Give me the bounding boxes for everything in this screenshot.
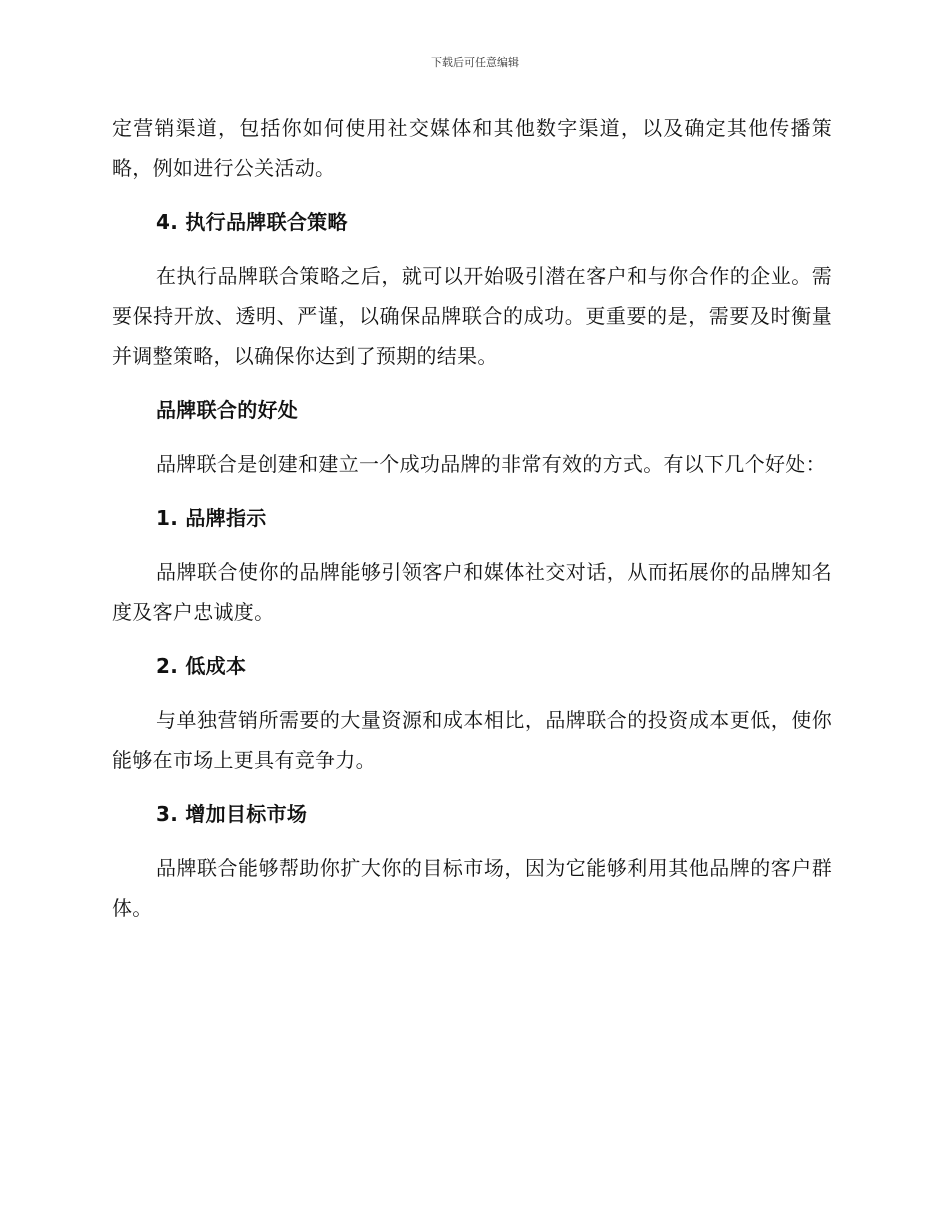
section-heading-low-cost: 2. 低成本 — [156, 654, 247, 678]
section-heading-execute-strategy: 4. 执行品牌联合策略 — [156, 210, 348, 234]
section-heading-target-market: 3. 增加目标市场 — [156, 802, 308, 826]
page-header-note: 下载后可任意编辑 — [431, 56, 519, 69]
paragraph-execute-strategy: 在执行品牌联合策略之后，就可以开始吸引潜在客户和与你合作的企业。需要保持开放、透明、严谨，以确保品牌联合的成功。更重要的是，需要及时衡量并调整策略，以确保你达到了预期的结果。 — [112, 264, 832, 368]
paragraph-low-cost: 与单独营销所需要的大量资源和成本相比，品牌联合的投资成本更低，使你能够在市场上更具有竞争力。 — [112, 708, 832, 772]
section-heading-brand-guidance: 1. 品牌指示 — [156, 506, 267, 530]
paragraph-continued: 定营销渠道，包括你如何使用社交媒体和其他数字渠道，以及确定其他传播策略，例如进行公关活动。 — [112, 116, 832, 180]
paragraph-target-market: 品牌联合能够帮助你扩大你的目标市场，因为它能够利用其他品牌的客户群体。 — [112, 856, 832, 920]
paragraph-benefits-intro: 品牌联合是创建和建立一个成功品牌的非常有效的方式。有以下几个好处： — [156, 452, 826, 476]
document-body — [112, 108, 832, 942]
paragraph-brand-guidance: 品牌联合使你的品牌能够引领客户和媒体社交对话，从而拓展你的品牌知名度及客户忠诚度。 — [112, 560, 832, 624]
section-heading-benefits: 品牌联合的好处 — [156, 398, 299, 422]
